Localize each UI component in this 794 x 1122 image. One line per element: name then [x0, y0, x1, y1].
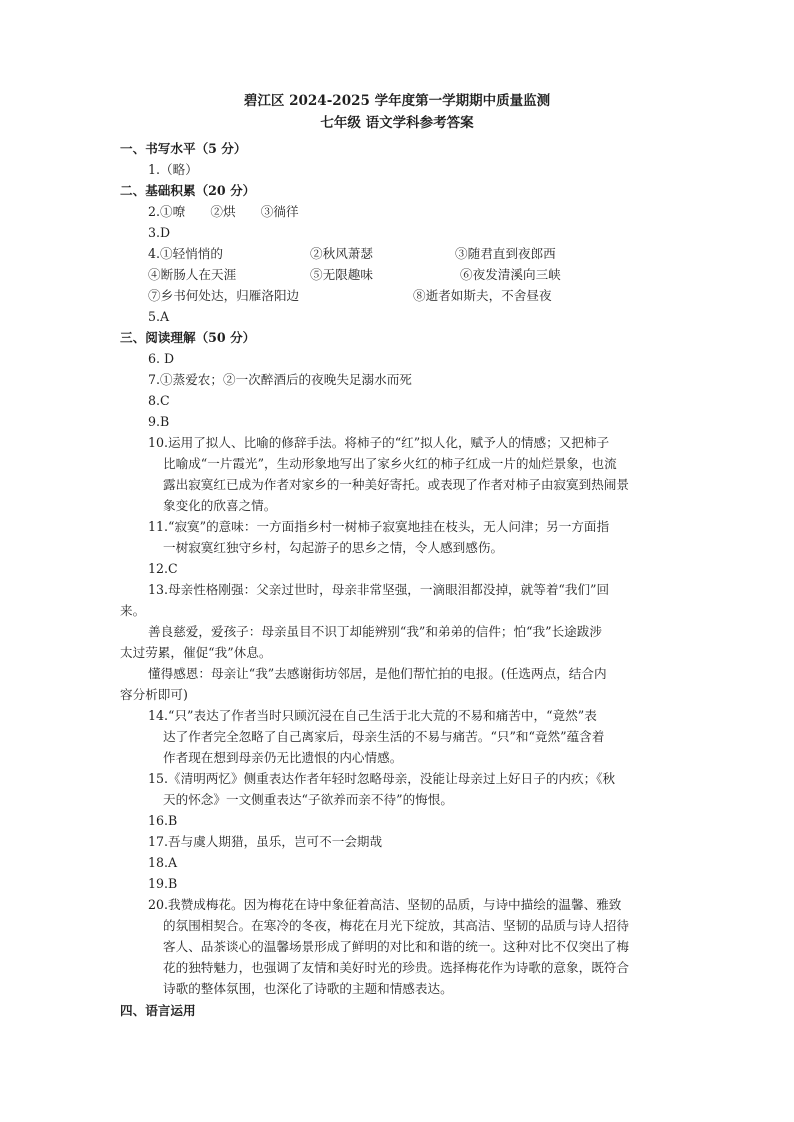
section-heading-writing: 一、书写水平（5 分）: [120, 141, 247, 156]
answer-q4-6: ⑥夜发清溪向三峡: [460, 267, 561, 282]
answer-q9: 9.B: [148, 414, 170, 429]
answer-q10-line: 露出寂寞红已成为作者对家乡的一种美好寄托。或表现了作者对柿子由寂寞到热闹景: [163, 477, 629, 492]
answer-q17: 17.吾与虞人期猎，虽乐，岂可不一会期哉: [148, 834, 383, 849]
answer-q14-line: 达了作者完全忽略了自己离家后，母亲生活的不易与痛苦。“只”和“竟然”蕴含着: [163, 729, 605, 744]
answer-q4-7: ⑦乡书何处达，归雁洛阳边: [148, 288, 300, 303]
answer-q11-line: 一树寂寞红独守乡村，勾起游子的思乡之情，令人感到感伤。: [163, 540, 504, 555]
answer-q15-line: 15.《清明两忆》侧重表达作者年轻时忽略母亲，没能让母亲过上好日子的内疚；《秋: [148, 771, 616, 786]
answer-q20-line: 20.我赞成梅花。因为梅花在诗中象征着高洁、坚韧的品质，与诗中描绘的温馨、雅致: [148, 897, 622, 912]
answer-q16: 16.B: [148, 813, 178, 828]
answer-q15-line: 天的怀念》一文侧重表达“子欲养而亲不待”的悔恨。: [163, 792, 453, 807]
answer-q4-3: ③随君直到夜郎西: [455, 246, 556, 261]
answer-q13-line: 懂得感恩：母亲让“我”去感谢街坊邻居，是他们帮忙拍的电报。(任选两点，结合内: [148, 666, 607, 681]
answer-q14-line: 14.“只”表达了作者当时只顾沉浸在自己生活于北大荒的不易和痛苦中，“竟然”表: [148, 708, 597, 723]
section-heading-reading: 三、阅读理解（50 分）: [120, 330, 256, 345]
section-heading-basics: 二、基础积累（20 分）: [120, 183, 256, 198]
document-title: 碧江区 2024-2025 学年度第一学期期中质量监测: [243, 93, 551, 109]
answer-q4-8: ⑧逝者如斯夫，不舍昼夜: [413, 288, 552, 303]
answer-q13-line: 太过劳累，催促“我”休息。: [120, 645, 272, 660]
answer-q10-line: 比喻成“一片霞光”，生动形象地写出了家乡火红的柿子红成一片的灿烂景象，也流: [163, 456, 617, 471]
answer-q5: 5.A: [148, 309, 170, 324]
answer-q13-line: 来。: [120, 603, 146, 618]
answer-q20-line: 诗歌的整体氛围，也深化了诗歌的主题和情感表达。: [163, 981, 453, 996]
answer-q1: 1.（略）: [148, 162, 198, 177]
answer-q8: 8.C: [148, 393, 170, 408]
answer-q4-5: ⑤无限趣味: [310, 267, 373, 282]
answer-q20-line: 花的独特魅力，也强调了友情和美好时光的珍贵。选择梅花作为诗歌的意象，既符合: [163, 960, 629, 975]
answer-q13-line: 善良慈爱，爱孩子：母亲虽目不识丁却能辨别“我”和弟弟的信件；怕“我”长途跋涉: [148, 624, 602, 639]
answer-q10-line: 象变化的欣喜之情。: [163, 498, 277, 513]
answer-q2: 2.①嘹 ②烘 ③徜徉: [148, 204, 299, 219]
answer-q19: 19.B: [148, 876, 178, 891]
answer-q12: 12.C: [148, 561, 178, 576]
answer-q3: 3.D: [148, 225, 171, 240]
answer-q13-line: 13.母亲性格刚强：父亲过世时，母亲非常坚强，一滴眼泪都没掉，就等着“我们”回: [148, 582, 610, 597]
answer-q11-line: 11.“寂寞”的意味：一方面指乡村一树柿子寂寞地挂在枝头，无人问津；另一方面指: [148, 519, 610, 534]
answer-q4-1: 4.①轻悄悄的: [148, 246, 223, 261]
answer-q18: 18.A: [148, 855, 178, 870]
answer-q4-2: ②秋风萧瑟: [310, 246, 373, 261]
answer-q13-line: 容分析即可): [120, 687, 188, 702]
answer-q20-line: 客人、品茶谈心的温馨场景形成了鲜明的对比和和谐的统一。这种对比不仅突出了梅: [163, 939, 629, 954]
answer-q10-line: 10.运用了拟人、比喻的修辞手法。将柿子的“红”拟人化，赋予人的情感；又把柿子: [148, 435, 610, 450]
document-subtitle: 七年级 语文学科参考答案: [320, 115, 474, 131]
answer-q4-4: ④断肠人在天涯: [148, 267, 237, 282]
section-heading-language-use: 四、语言运用: [120, 1003, 196, 1018]
answer-q14-line: 作者现在想到母亲仍无比遗恨的内心情感。: [163, 750, 403, 765]
answer-q20-line: 的氛围相契合。在寒冷的冬夜，梅花在月光下绽放，其高洁、坚韧的品质与诗人招待: [163, 918, 629, 933]
answer-q6: 6. D: [148, 351, 175, 366]
answer-q7: 7.①蒸爱农；②一次醉酒后的夜晚失足溺水而死: [148, 372, 412, 387]
